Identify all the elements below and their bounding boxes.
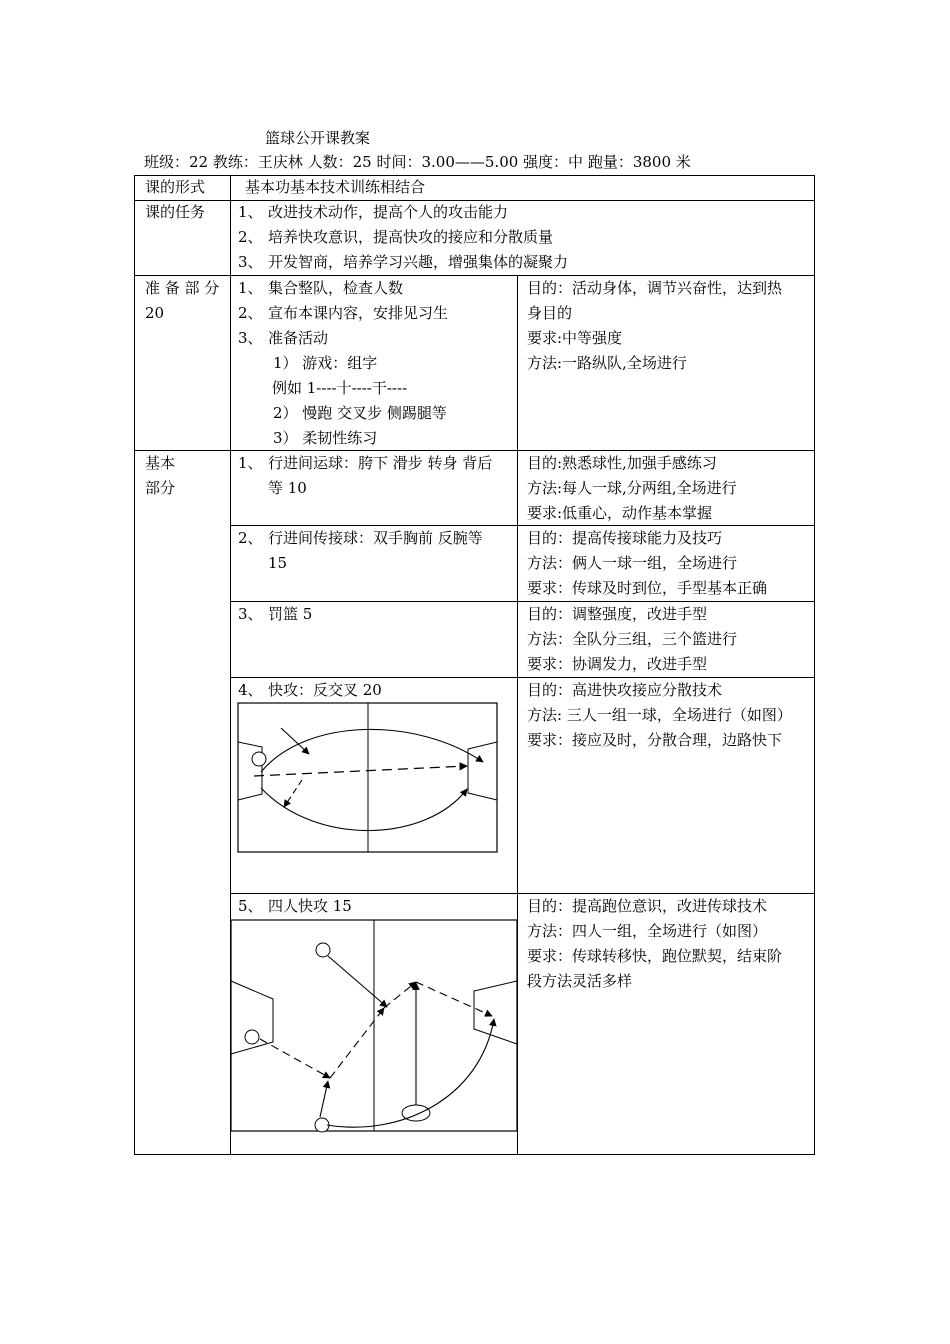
drill-1: 1、 行进间运球：胯下 滑步 转身 背后 等 10 (238, 454, 493, 497)
form-value: 基本功基本技术训练相结合 (245, 178, 426, 196)
class-info-line: 班级：22 教练：王庆林 人数：25 时间：3.00——5.00 强度：中 跑量：3800 米 (144, 153, 691, 171)
basic-label: 基本 部分 (145, 454, 176, 497)
four-man-fast-break-diagram (230, 919, 518, 1133)
tasks-list (238, 200, 568, 275)
list-item: 3、 开发智商，培养学习兴趣，增强集体的凝聚力 (238, 253, 569, 271)
drill-4-notes: 目的：高进快攻接应分散技术 方法: 三人一组一球，全场进行（如图） 要求：接应及时，分散合理，边路快下 (527, 681, 792, 749)
drill-3-notes: 目的：调整强度，改进手型 方法：全队分三组，三个篮进行 要求：协调发力，改进手型 (527, 605, 738, 673)
prep-notes: 目的：活动身体，调节兴奋性，达到热 身目的 要求:中等强度 方法:一路纵队,全场进行 (527, 279, 783, 372)
drill-3: 3、 罚篮 5 (238, 605, 313, 623)
tasks-label: 课的任务 (145, 203, 206, 221)
drill-5: 5、 四人快攻 15 (238, 897, 352, 915)
list-item: 2、 宣布本课内容，安排见习生 (238, 304, 449, 322)
prep-activities (238, 276, 448, 451)
sub-item: 2） 慢跑 交叉步 侧踢腿等 (273, 404, 447, 422)
fast-break-cross-diagram (237, 702, 499, 854)
sub-item: 例如 1----十----干---- (272, 379, 408, 397)
drill-1-notes: 目的:熟悉球性,加强手感练习 方法:每人一球,分两组,全场进行 要求:低重心，动作基本掌握 (527, 454, 737, 522)
list-item: 3、 准备活动 (238, 329, 329, 347)
drill-2-notes: 目的：提高传接球能力及技巧 方法：俩人一球一组，全场进行 要求：传球及时到位，手型基本正确 (527, 529, 768, 597)
drill-5-notes: 目的：提高跑位意识，改进传球技术 方法：四人一组，全场进行（如图） 要求：传球转移快，跑位默契，结束阶 段方法灵活多样 (527, 897, 783, 990)
drill-4: 4、 快攻：反交叉 20 (238, 681, 382, 699)
document-title: 篮球公开课教案 (265, 129, 371, 147)
list-item: 1、 集合整队，检查人数 (238, 279, 404, 297)
list-item: 2、 培养快攻意识，提高快攻的接应和分散质量 (238, 228, 554, 246)
sub-item: 3） 柔韧性练习 (273, 429, 378, 447)
drill-2: 2、 行进间传接球：双手胸前 反腕等 15 (238, 529, 483, 572)
sub-item: 1） 游戏：组字 (273, 354, 378, 372)
prep-label: 准 备 部 分 20 (145, 279, 220, 322)
list-item: 1、 改进技术动作，提高个人的攻击能力 (238, 203, 509, 221)
form-label: 课的形式 (145, 178, 206, 196)
